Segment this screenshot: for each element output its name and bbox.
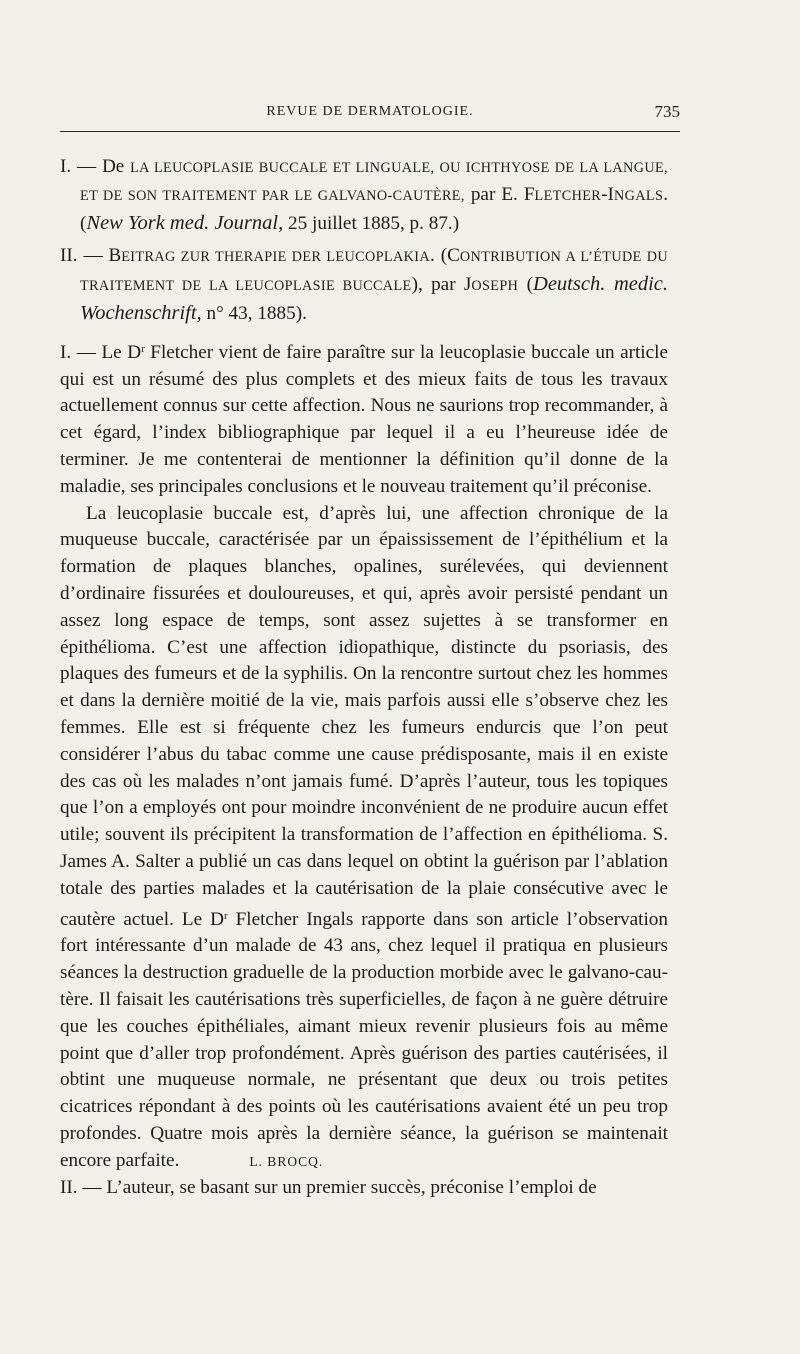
author-sc: LETCHER bbox=[534, 187, 602, 204]
body-text bbox=[60, 154, 668, 1202]
running-head bbox=[60, 102, 680, 126]
para-text: Fletcher Ingals rapporte dans son article l’observation fort intéressante d’un malade de 43 ans, chez lequel il pratiqua en plusieurs séances la destruction graduelle de la production morbide avec le galvano-cautère. Il faisait les cautérisations très superficielles, de façon à ne guère détruire que les couches épithéliales, aimant mieux revenir plusieurs fois au même point que d’aller trop profondément. Après guérison des parties cautérisées, il obtint une muqueuse normale, ne présentant que deux ou trois petites cicatrices répondant à des points où les cautérisations avaient été un peu trop profondes. Quatre mois après la dernière séance, la guérison se maintenait encore parfaite. bbox=[60, 908, 668, 1171]
entry-number: I. — bbox=[60, 156, 97, 177]
author-lead: E. F bbox=[501, 183, 535, 205]
title-lead: B bbox=[108, 245, 122, 267]
journal-name: New York med. Journal, bbox=[86, 211, 284, 234]
author-mid: -I bbox=[601, 183, 614, 205]
para-text: II. — L’auteur, se basant sur un premier succès, préconise l’emploi de bbox=[60, 1177, 597, 1199]
author-name bbox=[501, 184, 668, 205]
bibliography-entry bbox=[60, 243, 668, 327]
paragraph bbox=[60, 501, 668, 1176]
superscript: r bbox=[141, 342, 145, 355]
para-text: La leucoplasie buccale est, d’après lui, une affection chronique de la muqueuse buccale, caractérisée par un épaississement de l’épithélium et la formation de plaques blanches, opalines, surélevées, qui deviennent d’ordinaire fissurées et douloureuses, et qui, après avoir persisté pendant un assez long espace de temps, sont assez sujettes à se transformer en épithélioma. C’est une affection idiopathique, distincte du psoriasis, des plaques des fumeurs et de la syphilis. On la rencontre surtout chez les hommes et dans la dernière moitié de la vie, mais parfois aussi elle s’observe chez les femmes. Elle est si fréquente chez les fumeurs endurcis que l’on peut considérer l’abus du tabac comme une cause prédisposante, mais il en existe des cas où les malades n’ont jamais fumé. D’après l’auteur, tous les topiques que l’on a employés ont pour moindre inconvénient de ne produire aucun effet utile; souvent ils précipitent la transformation de l’affection en épithélioma. S. James A. Salter a publié un cas dans lequel on obtint la guérison par l’ablation totale des parties malades et la cautérisation de la plaie consécutive avec le cautère actuel. Le D bbox=[60, 502, 668, 930]
bibliography-entry bbox=[60, 154, 668, 237]
article-title-translation: ONTRIBUTION A L’ÉTUDE DU TRAITEMENT DE LA LEUCOPLASIE BUCCALE bbox=[80, 249, 669, 295]
article-title: LA LEUCOPLASIE BUCCALE ET LINGUALE, OU ICHTHYOSE DE LA LANGUE, ET DE SON TRAITEMENT PAR LE GALVANO-CAUTÈRE, bbox=[80, 160, 669, 204]
author-sc2: NGALS bbox=[613, 187, 664, 204]
author-name bbox=[464, 274, 518, 295]
par-word: par bbox=[470, 183, 496, 205]
author-end: . bbox=[663, 183, 669, 205]
ref-open: ( bbox=[80, 212, 87, 234]
para-text: Fletcher vient de faire paraître sur la leucoplasie buccale un article qui est un résumé des plus complets et des mieux faits de tous les travaux actuellement connus sur cette affection. Nous ne saurions trop recommander, à cet égard, l’index bibliographique par lequel il a eu l’heureuse idée de terminer. Je me contenterai de mentionner la définition qu’il donne de la maladie, ses principales conclusions et le nouveau traitement qu’il préconise. bbox=[60, 341, 669, 497]
title-mid: . (C bbox=[430, 245, 460, 267]
author-lead: J bbox=[463, 274, 472, 296]
author-sc: OSEPH bbox=[471, 278, 519, 295]
reference-details: n° 43, 1885). bbox=[206, 302, 307, 324]
header-rule bbox=[60, 131, 680, 132]
entry-number: II. — bbox=[60, 245, 103, 267]
paragraph bbox=[60, 336, 668, 501]
superscript: r bbox=[223, 909, 228, 922]
page-number: 735 bbox=[654, 102, 680, 121]
para-start: I. — Le D bbox=[60, 341, 142, 363]
par-word: ), par bbox=[411, 274, 456, 296]
journal-name: Deutsch. medic. Wochenschrift, bbox=[80, 273, 669, 324]
signature: L. BROCQ. bbox=[249, 1153, 324, 1169]
paragraph bbox=[60, 1175, 668, 1202]
ref-open: ( bbox=[526, 274, 534, 296]
journal-title: REVUE DE DERMATOLOGIE. bbox=[266, 104, 474, 119]
reference-details: 25 juillet 1885, p. 87.) bbox=[288, 212, 460, 234]
title-lead: De bbox=[102, 156, 125, 177]
article-title: EITRAG ZUR THERAPIE DER LEUCOPLAKIA bbox=[121, 249, 431, 266]
